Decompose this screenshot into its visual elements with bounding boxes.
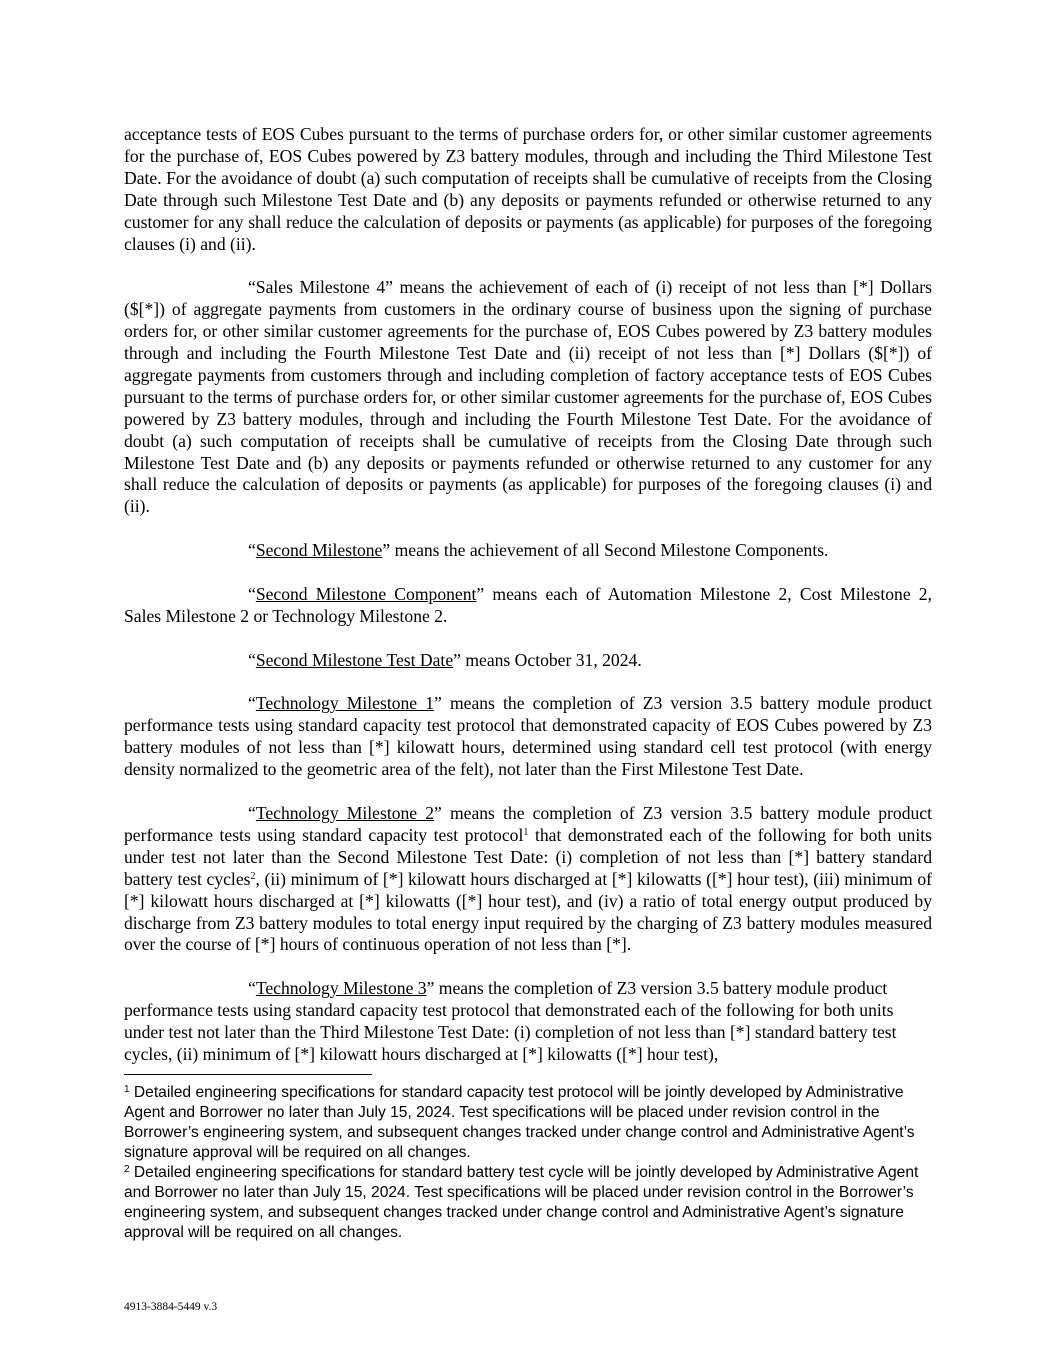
definition-text: ” means October 31, 2024.	[453, 649, 642, 670]
footnote-reference[interactable]: 2	[250, 870, 256, 882]
footnote-reference[interactable]: 1	[523, 826, 529, 838]
document-body	[124, 124, 932, 1088]
footnote-text: Detailed engineering specifications for standard battery test cycle will be jointly developed by Administrative Agent and Borrower no later than July 15, 2024. Test specifications will be placed under revision control in the Borrower’s engineering system, and subsequent changes tracked under change control and Administrative Agent’s signature approval will be required on all changes.	[124, 1164, 919, 1241]
definition-text: that demonstrated each of the following for both units under test not later than the Second Milestone Test Date: (i) completion of not less than [*] battery standard battery test cycles	[124, 824, 932, 889]
paragraph-continuation	[124, 124, 932, 255]
open-quote: “	[248, 540, 256, 561]
definition-text: ” means the achievement of all Second Milestone Components.	[382, 540, 829, 561]
defined-term: Second Milestone Component	[255, 583, 477, 604]
defined-term: Technology Milestone 2	[255, 803, 435, 823]
open-quote: “	[248, 649, 256, 670]
defined-term: Technology Milestone 3	[255, 978, 427, 999]
definition-text: ” means the completion of Z3 version 3.5 battery module product performance tests using standard capacity test protocol that demonstrated capacity of EOS Cubes powered by Z3 battery modules of not less than [*] kilowatt hours, determined using standard cell test protocol (with energy density normalized to the geometric area of the felt), not later than the First Milestone Test Date.	[124, 693, 932, 780]
document-id: 4913-3884-5449 v.3	[124, 1301, 218, 1313]
definition-text: , (ii) minimum of [*] kilowatt hours discharged at [*] kilowatts ([*] hour test), (iii) minimum of [*] kilowatt hours discharged at [*] kilowatts ([*] hour test), and (iv) a ratio of total energy output produced by discharge from Z3 battery modules to total energy input required by the charging of Z3 battery modules measured over the course of [*] hours of continuous operation of not less than [*].	[124, 868, 932, 955]
footnote-number: 2	[124, 1164, 130, 1175]
definition-technology-milestone-2	[124, 803, 932, 956]
open-quote: “	[248, 693, 256, 714]
defined-term: Technology Milestone 1	[255, 693, 435, 714]
footnote	[124, 1163, 924, 1243]
definition-sales-milestone-4	[124, 277, 932, 518]
footnotes	[124, 1083, 924, 1243]
defined-term: Second Milestone	[255, 540, 383, 561]
definition-technology-milestone-1	[124, 693, 932, 781]
definition-second-milestone-test-date	[124, 650, 932, 672]
definition-text: ” means the completion of Z3 version 3.5 battery module product performance tests using standard capacity test protocol	[124, 803, 932, 845]
definition-text: ” means the completion of Z3 version 3.5 battery module product performance tests using standard capacity test protocol that demonstrated each of the following for both units under test not later than the Third Milestone Test Date: (i) completion of not less than [*] standard battery test cycles, (ii) minimum of [*] kilowatt hours discharged at [*] kilowatts ([*] hour test),	[124, 978, 897, 1064]
open-quote: “	[248, 803, 256, 823]
footnote-separator	[124, 1074, 372, 1075]
footnote-number: 1	[124, 1084, 130, 1095]
definition-technology-milestone-3	[124, 978, 932, 1066]
open-quote: “	[248, 583, 256, 604]
paragraph-text: acceptance tests of EOS Cubes pursuant to the terms of purchase orders for, or other similar customer agreements for the purchase of, EOS Cubes powered by Z3 battery modules, through and including the Third Milestone Test Date. For the avoidance of doubt (a) such computation of receipts shall be cumulative of receipts from the Closing Date through such Milestone Test Date and (b) any deposits or payments refunded or otherwise returned to any customer for any shall reduce the calculation of deposits or payments (as applicable) for purposes of the foregoing clauses (i) and (ii).	[124, 124, 932, 254]
open-quote: “	[248, 978, 256, 999]
defined-term: Second Milestone Test Date	[255, 649, 454, 670]
definition-second-milestone-component	[124, 584, 932, 628]
footnote-text: Detailed engineering specifications for standard capacity test protocol will be jointly developed by Administrative Agent and Borrower no later than July 15, 2024. Test specifications will be placed under revision control in the Borrower’s engineering system, and subsequent changes tracked under change control and Administrative Agent’s signature approval will be required on all changes.	[124, 1084, 915, 1161]
definition-text: ” means each of Automation Milestone 2, Cost Milestone 2, Sales Milestone 2 or Technology Milestone 2.	[124, 583, 932, 626]
footnote	[124, 1083, 924, 1163]
definition-second-milestone	[124, 540, 932, 562]
paragraph-text: “Sales Milestone 4” means the achievement of each of (i) receipt of not less than [*] Dollars ($[*]) of aggregate payments from customers in the ordinary course of business upon the signing of purchase orders for, or other similar customer agreements for the purchase of, EOS Cubes powered by Z3 battery modules through and including the Fourth Milestone Test Date and (ii) receipt of not less than [*] Dollars ($[*]) of aggregate payments from customers through and including completion of factory acceptance tests of EOS Cubes pursuant to the terms of purchase orders for, or other similar customer agreements for the purchase of, EOS Cubes powered by Z3 battery modules, through and including the Fourth Milestone Test Date. For the avoidance of doubt (a) such computation of receipts shall be cumulative of receipts from the Closing Date through such Milestone Test Date and (b) any deposits or payments refunded or otherwise returned to any customer for any shall reduce the calculation of deposits or payments (as applicable) for purposes of the foregoing clauses (i) and (ii).	[124, 277, 932, 517]
